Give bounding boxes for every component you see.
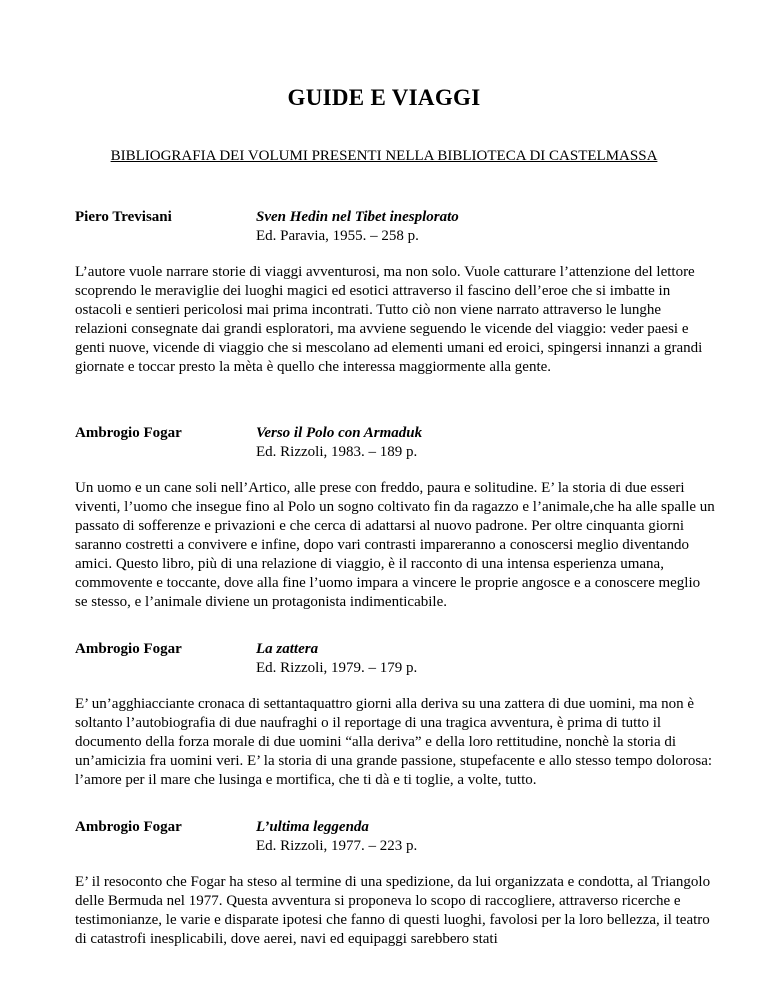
- entry-book-title: L’ultima leggenda: [256, 819, 369, 835]
- bibliography-entry: [75, 818, 715, 949]
- page-title: GUIDE E VIAGGI: [287, 85, 481, 110]
- entry-header: [75, 818, 715, 858]
- entry-description: Un uomo e un cane soli nell’Artico, alle prese con freddo, paura e solitudine. E’ la storia di due esseri viventi, l’uomo che insegue fino al Polo un sogno coltivato fin da ragazzo e l’animale,che ha alle spalle un passato di sofferenze e privazioni e che cerca di adattarsi al nuovo padrone. Per oltre cinquanta giorni saranno costretti a convivere e infine, dopo vari contrasti impareranno a conoscersi meglio diventando amici. Questo libro, più di una relazione di viaggio, è il racconto di una intensa esperienza umana, commovente e toccante, dove alla fine l’uomo impara a vincere le proprie angosce e a conoscere meglio se stesso, e l’animale diviene un protagonista indimenticabile.: [75, 480, 715, 610]
- entry-publication: Ed. Rizzoli, 1979. – 179 p.: [256, 660, 418, 676]
- page-subtitle: BIBLIOGRAFIA DEI VOLUMI PRESENTI NELLA BIBLIOTECA DI CASTELMASSA: [110, 148, 658, 164]
- entry-book: [256, 208, 459, 246]
- entry-publication: Ed. Rizzoli, 1983. – 189 p.: [256, 444, 418, 460]
- bibliography-entry: [75, 208, 715, 377]
- bibliography-entry: [75, 424, 715, 612]
- entry-book-title: La zattera: [256, 641, 319, 657]
- entry-author: Ambrogio Fogar: [75, 819, 182, 835]
- entry-description: E’ un’agghiacciante cronaca di settantaquattro giorni alla deriva su una zattera di due uomini, ma non è soltanto l’autobiografia di due naufraghi o il reportage di una tragica avventura, è prima di tutto il documento della forza morale di due uomini “alla deriva” e della loro rettitudine, nonchè la storia di un’amicizia fra uomini veri. E’ la storia di una grande passione, stupefacente e allo stesso tempo dolorosa: l’amore per il mare che lusinga e mortifica, che ti dà e ti toglie, a volte, tutto.: [75, 696, 713, 788]
- entry-header: [75, 208, 715, 248]
- entry-publication: Ed. Paravia, 1955. – 258 p.: [256, 228, 419, 244]
- entry-description: E’ il resoconto che Fogar ha steso al termine di una spedizione, da lui organizzata e condotta, al Triangolo delle Bermuda nel 1977. Questa avventura si proponeva lo scopo di raccogliere, attraverso ricerche e testimonianze, le varie e disparate ipotesi che fanno di questi luoghi, favolosi per la loro bellezza, il teatro di catastrofi inesplicabili, dove aerei, navi ed equipaggi sarebbero stati: [75, 874, 711, 947]
- bibliography-entry: [75, 640, 715, 790]
- entry-header: [75, 640, 715, 680]
- entry-book: [256, 640, 417, 678]
- entry-header: [75, 424, 715, 464]
- entry-publication: Ed. Rizzoli, 1977. – 223 p.: [256, 838, 418, 854]
- entry-description: L’autore vuole narrare storie di viaggi avventurosi, ma non solo. Vuole catturare l’attenzione del lettore scoprendo le meraviglie dei luoghi magici ed esotici attraverso il fascino dell’eroe che si imbatte in ostacoli e sentieri pericolosi mai prima incontrati. Tutto ciò non viene narrato attraverso le lunghe relazioni consegnate dai grandi esploratori, ma avviene seguendo le vicende del viaggio: veder paesi e genti nuove, vicende di viaggio che si mescolano ad elementi umani ed eroici, spingersi innanzi a grandi giornate e toccar presto la mèta è quello che interessa maggiormente alla gente.: [75, 264, 703, 375]
- entry-author: Piero Trevisani: [75, 209, 172, 225]
- entry-book: [256, 818, 417, 856]
- entry-book-title: Verso il Polo con Armaduk: [256, 425, 423, 441]
- entry-book: [256, 424, 422, 462]
- entry-author: Ambrogio Fogar: [75, 641, 182, 657]
- entry-book-title: Sven Hedin nel Tibet inesplorato: [256, 209, 459, 225]
- entry-author: Ambrogio Fogar: [75, 425, 182, 441]
